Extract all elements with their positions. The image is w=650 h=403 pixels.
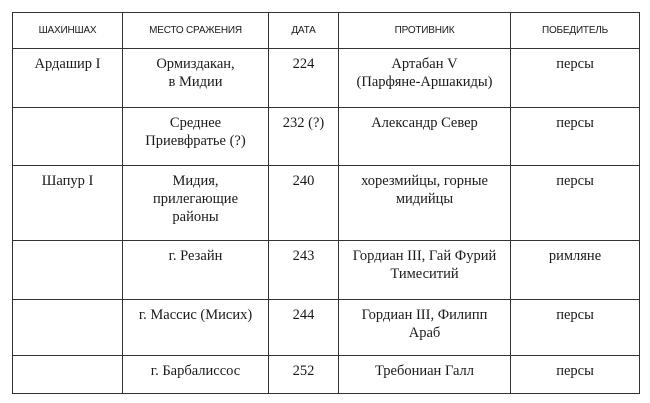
cell-place: [123, 166, 269, 241]
cell-shah: [13, 108, 123, 166]
cell-date: 232 (?): [269, 108, 339, 166]
table-row: [13, 356, 640, 394]
enemy-line: Требониан Галл: [374, 363, 474, 379]
cell-enemy: [339, 166, 511, 241]
place-line: г. Массис (Мисих): [138, 307, 253, 323]
cell-date: 244: [269, 300, 339, 356]
cell-winner: персы: [511, 108, 640, 166]
place-line: Ормиздакан,: [156, 56, 235, 72]
place-line: районы: [172, 209, 219, 225]
header-winner: ПОБЕДИТЕЛЬ: [511, 13, 640, 49]
table-row: [13, 241, 640, 300]
place-line: прилегающие: [152, 191, 239, 207]
enemy-line: мидийцы: [395, 191, 454, 207]
place-line: г. Резайн: [168, 248, 223, 264]
cell-place: [123, 108, 269, 166]
cell-place: [123, 356, 269, 394]
cell-shah: Ардашир I: [13, 49, 123, 108]
cell-place: [123, 241, 269, 300]
table-row: [13, 300, 640, 356]
enemy-line: Александр Север: [371, 115, 478, 131]
header-place: МЕСТО СРАЖЕНИЯ: [123, 13, 269, 49]
cell-enemy: [339, 241, 511, 300]
cell-place: [123, 49, 269, 108]
cell-shah: Шапур I: [13, 166, 123, 241]
place-line: г. Барбалиссос: [150, 363, 241, 379]
place-line: Мидия,: [172, 173, 219, 189]
cell-enemy: [339, 49, 511, 108]
header-date: ДАТА: [269, 13, 339, 49]
cell-enemy: [339, 300, 511, 356]
header-enemy: ПРОТИВНИК: [339, 13, 511, 49]
cell-winner: римляне: [511, 241, 640, 300]
enemy-line: Артабан V: [391, 56, 458, 72]
battles-table: [12, 12, 640, 394]
cell-date: 243: [269, 241, 339, 300]
cell-shah: [13, 241, 123, 300]
table-row: [13, 166, 640, 241]
cell-enemy: [339, 108, 511, 166]
header-shah: ШАХИНШАХ: [13, 13, 123, 49]
enemy-line: (Парфяне-Аршакиды): [356, 74, 493, 90]
enemy-line: Гордиан III, Гай Фурий: [352, 248, 497, 264]
cell-shah: [13, 300, 123, 356]
enemy-line: Араб: [408, 325, 441, 341]
enemy-line: хорезмийцы, горные: [361, 173, 488, 189]
place-line: в Мидии: [168, 74, 223, 90]
cell-enemy: [339, 356, 511, 394]
enemy-line: Тимеситий: [390, 266, 459, 282]
enemy-line: Гордиан III, Филипп: [361, 307, 488, 323]
header-row: [13, 13, 640, 49]
cell-shah: [13, 356, 123, 394]
table-row: [13, 49, 640, 108]
cell-place: [123, 300, 269, 356]
cell-date: 240: [269, 166, 339, 241]
cell-winner: персы: [511, 356, 640, 394]
place-line: Приевфратье (?): [145, 133, 246, 149]
cell-winner: персы: [511, 49, 640, 108]
cell-winner: персы: [511, 166, 640, 241]
table-row: [13, 108, 640, 166]
place-line: Среднее: [169, 115, 222, 131]
cell-winner: персы: [511, 300, 640, 356]
cell-date: 252: [269, 356, 339, 394]
cell-date: 224: [269, 49, 339, 108]
